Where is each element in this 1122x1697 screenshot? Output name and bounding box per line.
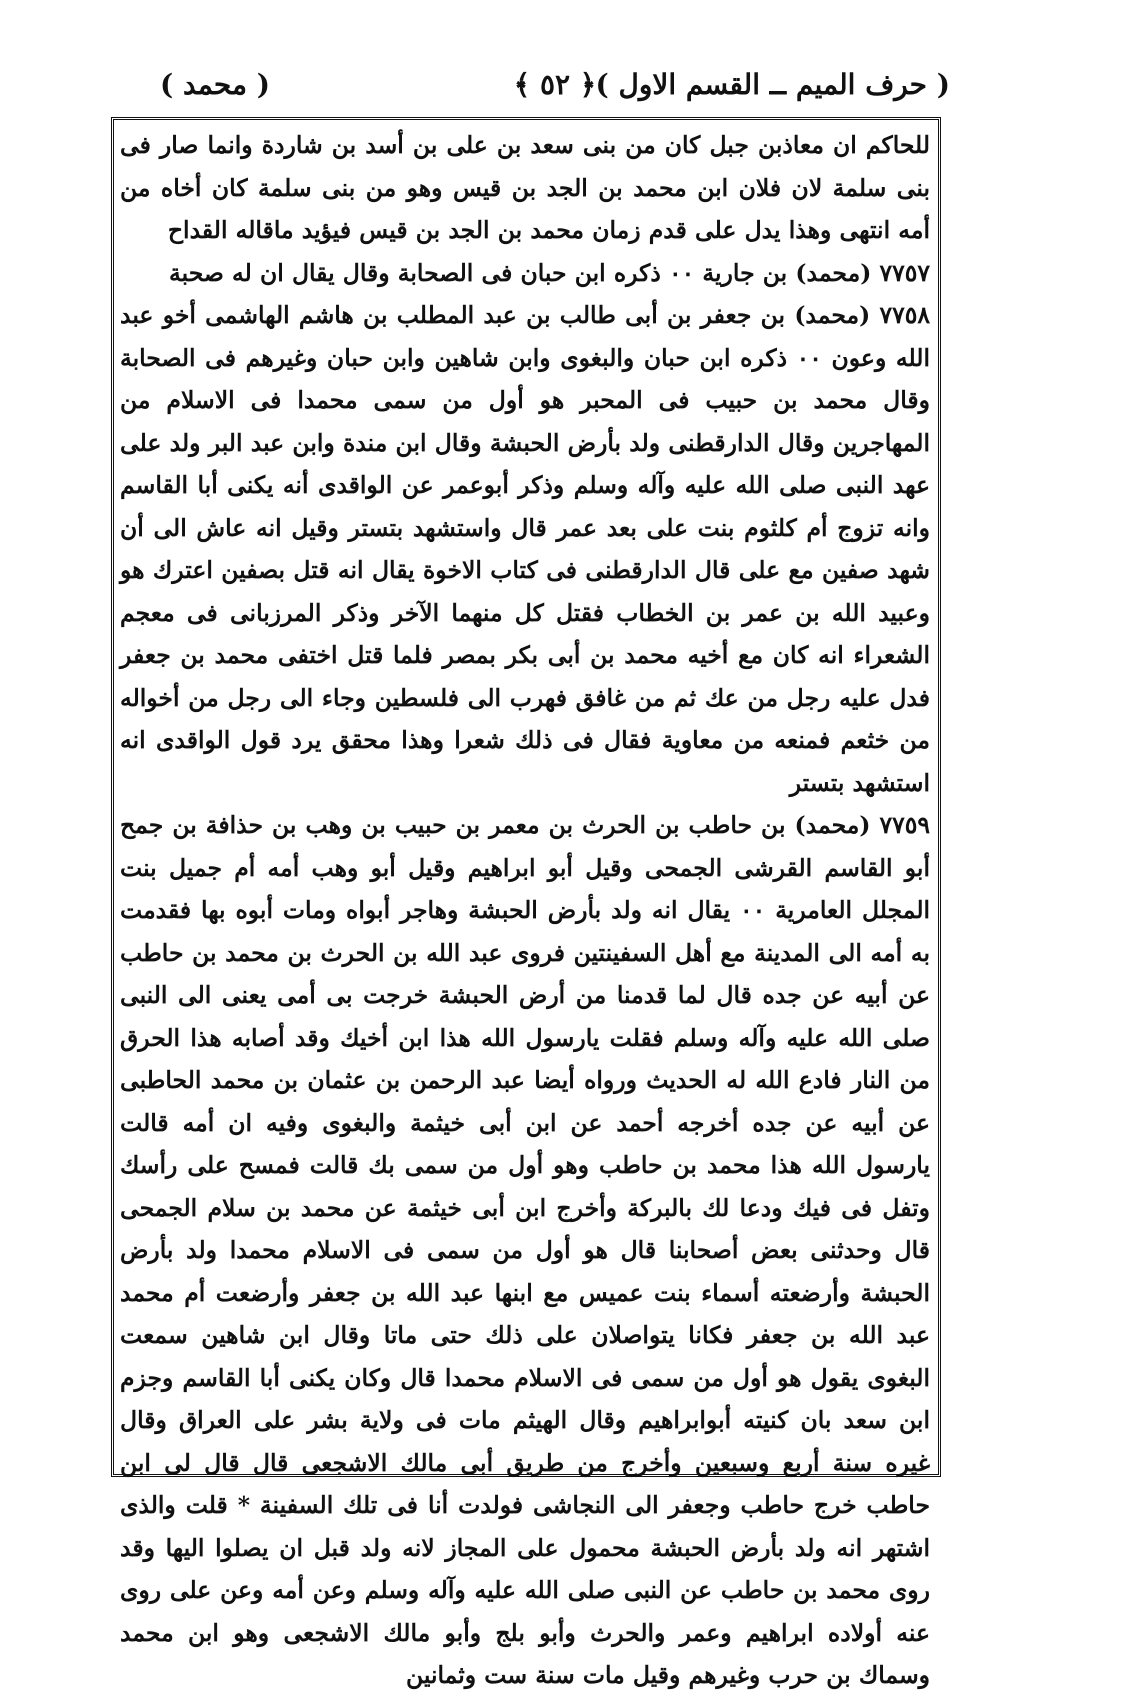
entry-name: (محمد) [794, 301, 871, 329]
entry-number: ٧٧٥٩ [879, 811, 930, 839]
page-number: ﴿ ٥٢ ﴾ [513, 68, 597, 101]
entry-text: بن جعفر بن أبى طالب بن عبد المطلب بن هاشم الهاشمى أخو عبد الله وعون ٠٠ ذكره ابن حبان والبغوى وابن شاهين وابن حبان وغيرهم فى الصحابة وقال محمد بن حبيب فى المحبر هو أول من سمى محمدا فى الاسلام من المهاجرين وقال الدارقطنى ولد بأرض الحبشة وقال ابن مندة وابن عبد البر ولد على عهد النبى صلى الله عليه وآله وسلم وذكر أبوعمر عن الواقدى أنه يكنى أبا القاسم وانه تزوج أم كلثوم بنت على بعد عمر قال واستشهد بتستر وقيل انه عاش الى أن شهد صفين مع على قال الدارقطنى فى كتاب الاخوة يقال انه قتل بصفين اعترك هو وعبيد الله بن عمر بن الخطاب فقتل كل منهما الآخر وذكر المرزبانى فى معجم الشعراء انه كان مع أخيه محمد بن أبى بكر بمصر فلما قتل اختفى محمد بن جعفر فدل عليه رجل من عك ثم من غافق فهرب الى فلسطين وجاء الى رجل من أخواله من خثعم فمنعه من معاوية فقال فى ذلك شعرا وهذا محقق يرد قول الواقدى انه استشهد بتستر [120, 301, 930, 797]
entry-7757 [114, 252, 936, 295]
section-title: ( حرف الميم ــ القسم الاول ) [595, 68, 950, 101]
entry-number: ٧٧٥٧ [879, 258, 930, 287]
paragraph-text: للحاكم ان معاذبن جبل كان من بنى سعد بن على بن أسد بن شاردة وانما صار فى بنى سلمة لان فلان ابن محمد بن الجد بن قيس وهو من بنى سلمة كان أخاه من أمه انتهى وهذا يدل على قدم زمان محمد بن الجد بن قيس فيؤيد ماقاله القداح [120, 131, 930, 244]
paragraph-continuation [114, 124, 936, 252]
body-text [114, 124, 936, 1697]
running-header [160, 68, 950, 112]
running-name: ( محمد ) [160, 68, 270, 101]
entry-number: ٧٧٥٨ [879, 301, 930, 329]
entry-7759 [114, 804, 936, 1697]
entry-name: (محمد) [795, 258, 872, 287]
entry-text: بن حاطب بن الحرث بن معمر بن حبيب بن وهب بن حذافة بن جمح أبو القاسم القرشى الجمحى وقيل أبو ابراهيم وقيل أبو وهب أمه أم جميل بنت المجلل العامرية ٠٠ يقال انه ولد بأرض الحبشة وهاجر أبواه ومات أبوه بها فقدمت به أمه الى المدينة مع أهل السفينتين فروى عبد الله بن الحرث بن محمد بن حاطب عن أبيه عن جده قال لما قدمنا من أرض الحبشة خرجت بى أمى يعنى الى النبى صلى الله عليه وآله وسلم فقلت يارسول الله هذا ابن أخيك وقد أصابه هذا الحرق من النار فادع الله له الحديث ورواه أيضا عبد الرحمن بن عثمان بن محمد الحاطبى عن أبيه عن جده أخرجه أحمد عن ابن أبى خيثمة والبغوى وفيه ان أمه قالت يارسول الله هذا محمد بن حاطب وهو أول من سمى بك قالت فمسح على رأسك وتفل فى فيك ودعا لك بالبركة وأخرج ابن أبى خيثمة عن محمد بن سلام الجمحى قال وحدثنى بعض أصحابنا قال هو أول من سمى فى الاسلام محمدا ولد بأرض الحبشة وأرضعته أسماء بنت عميس مع ابنها عبد الله بن جعفر وأرضعت أم محمد عبد الله بن جعفر فكانا يتواصلان على ذلك حتى ماتا وقال ابن شاهين سمعت البغوى يقول هو أول من سمى فى الاسلام محمدا قال وكان يكنى أبا القاسم وجزم ابن سعد بان كنيته أبوابراهيم وقال الهيثم مات فى ولاية بشر على العراق وقال غيره سنة أربع وسبعين وأخرج من طريق أبى مالك الاشجعى قال قال لى ابن حاطب خرج حاطب وجعفر الى النجاشى فولدت أنا فى تلك السفينة * قلت والذى اشتهر انه ولد بأرض الحبشة محمول على المجاز لانه ولد قبل ان يصلوا اليها وقد روى محمد بن حاطب عن النبى صلى الله عليه وآله وسلم وعن أمه وعن على روى عنه أولاده ابراهيم وعمر والحرث وأبو بلج وأبو مالك الاشجعى وهو ابن محمد وسماك بن حرب وغيرهم وقيل مات سنة ست وثمانين [120, 811, 931, 1689]
entry-7758 [114, 294, 936, 804]
entry-name: (محمد) [794, 811, 871, 839]
entry-text: بن جارية ٠٠ ذكره ابن حبان فى الصحابة وقال يقال ان له صحبة [169, 258, 788, 287]
